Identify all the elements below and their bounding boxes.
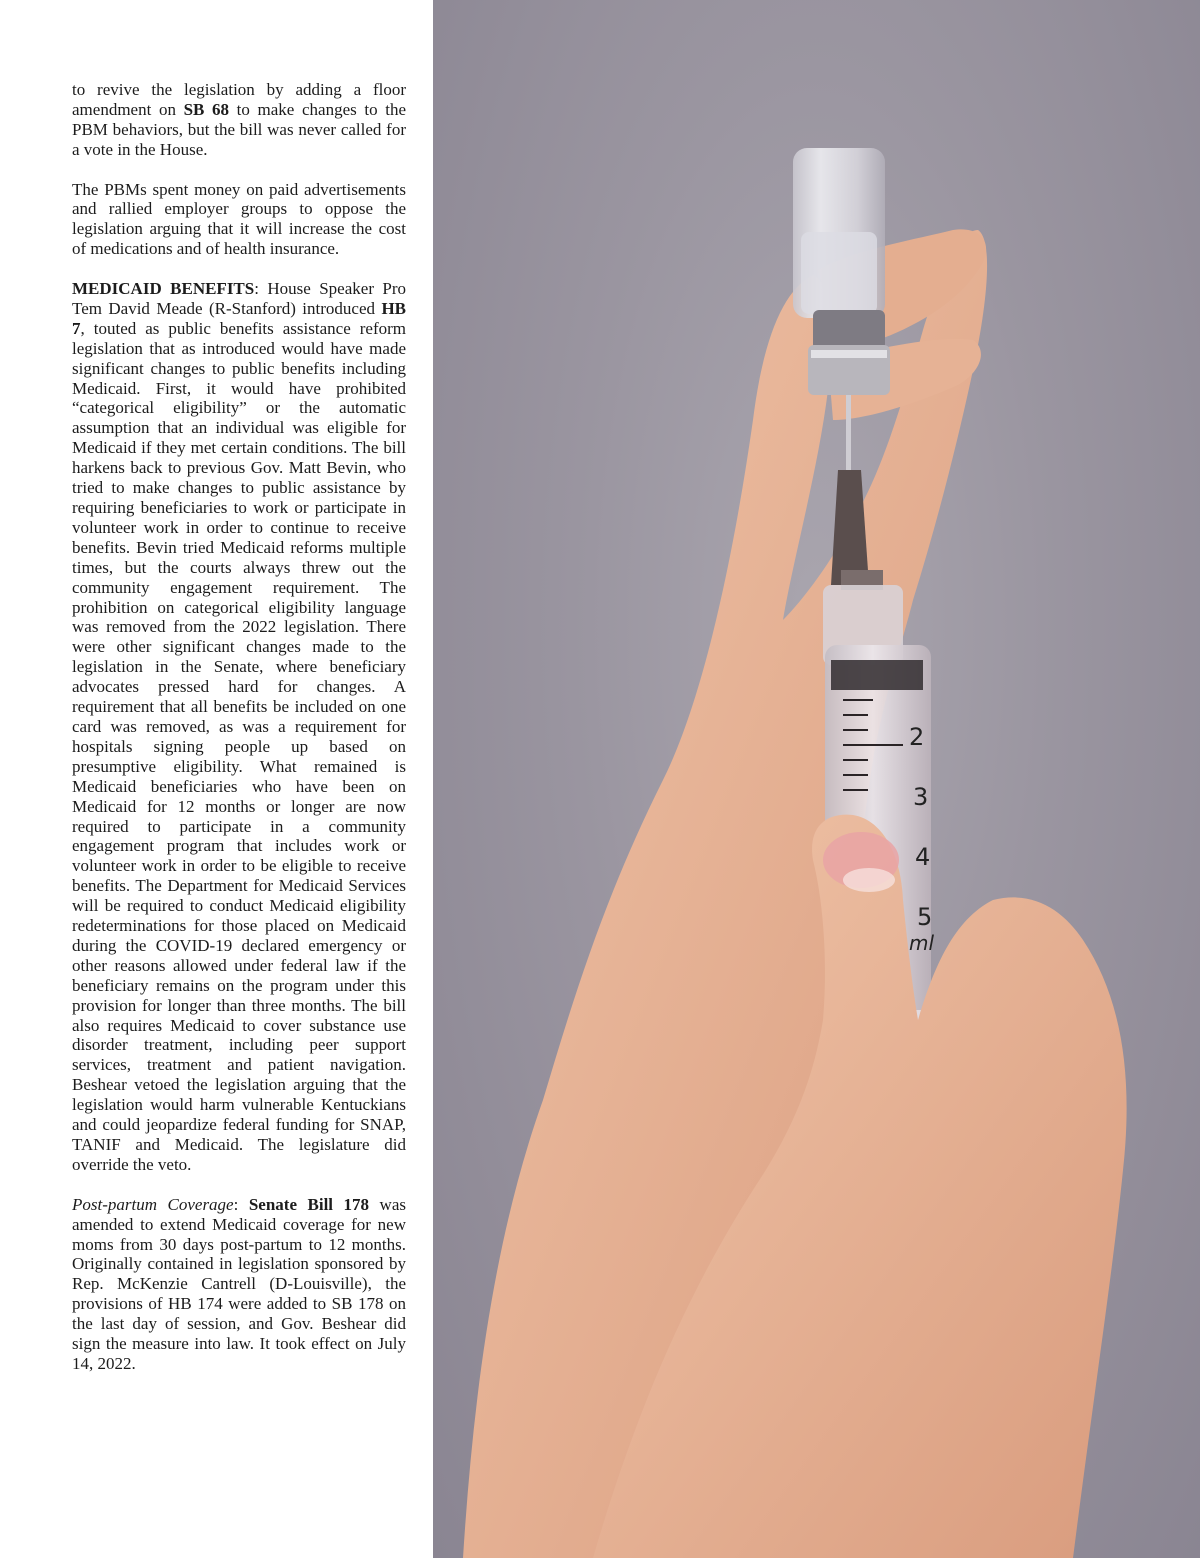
syringe-mark: 2 <box>909 723 925 751</box>
text: : House Speaker Pro Tem David Meade (R-Stanford) introduced <box>72 279 407 318</box>
paragraph-pbm-advertising <box>72 180 406 260</box>
bill-reference-hb7: HB 7 <box>72 298 406 338</box>
needle <box>846 395 851 475</box>
paragraph-medicaid-benefits <box>72 279 406 1175</box>
bill-reference-sb178: Senate Bill 178 <box>248 1194 370 1214</box>
text: to revive the legislation by adding a floor amendment on <box>72 80 406 119</box>
paragraph-post-partum-coverage <box>72 1195 406 1374</box>
bill-reference-sb68: SB 68 <box>183 99 230 119</box>
article-column <box>72 80 406 1394</box>
paragraph-pbm-amendment <box>72 80 406 160</box>
text: : <box>233 1194 249 1214</box>
section-subheading: Post-partum Coverage <box>72 1194 234 1214</box>
syringe-unit: ml <box>909 931 935 955</box>
text: to make changes to the PBM behaviors, but the bill was never called for a vote in the House. <box>72 99 407 159</box>
syringe-mark: 5 <box>917 903 933 931</box>
syringe-mark: 3 <box>913 783 929 811</box>
syringe-photo <box>433 0 1200 1558</box>
section-heading: MEDICAID BENEFITS <box>72 279 255 299</box>
syringe-mark: 4 <box>915 843 931 871</box>
text: , touted as public benefits assistance reform legislation that as introduced would have made significant changes to public benefits including Medicaid. First, it would have prohibited “categorical eligibility” or the automatic assumption that an individual was eligible for Medicaid if they met certain conditions. The bill harkens back to previous Gov. Matt Bevin, who tried to make changes to public assistance by requiring beneficiaries to work or participate in volunteer work in order to continue to receive benefits. Bevin tried Medicaid reforms multiple times, but the courts always threw out the community engagement requirement. The prohibition on categorical eligibility language was removed from the 2022 legislation. There were other significant changes made to the legislation in the Senate, where beneficiary advocates pressed hard for changes. A requirement that all benefits be included on one card was removed, as was a requirement for hospitals signing people up based on presumptive eligibility. What remained is Medicaid beneficiaries who have been on Medicaid for 12 months or longer are now required to participate in a community engagement program that includes work or volunteer work in order to be eligible to receive benefits. The Department for Medicaid Services will be required to conduct Medicaid eligibility redeterminations for those placed on Medicaid during the COVID-19 declared emergency or other reasons allowed under federal law if the beneficiary remains on the program under this provision for longer than three months. The bill also requires Medicaid to cover substance use disorder treatment, including peer support services, treatment and patient navigation. Beshear vetoed the legislation arguing that the legislation would harm vulnerable Kentuckians and could jeopardize federal funding for SNAP, TANIF and Medicaid. The legislature did override the veto. <box>72 318 406 1174</box>
needle-hub <box>831 470 869 585</box>
text: was amended to extend Medicaid coverage for new moms from 30 days post-partum to 12 months. Originally contained in legislation sponsored by Rep. McKenzie Cantrell (D-Louisville), the provisions of HB 174 were added to SB 178 on the last day of session, and Gov. Beshear did sign the measure into law. It took effect on July 14, 2022. <box>72 1194 406 1373</box>
text: The PBMs spent money on paid advertisements and rallied employer groups to oppose the legislation arguing that it will increase the cost of medications and of health insurance. <box>72 179 406 259</box>
syringe-illustration <box>433 0 1200 1558</box>
